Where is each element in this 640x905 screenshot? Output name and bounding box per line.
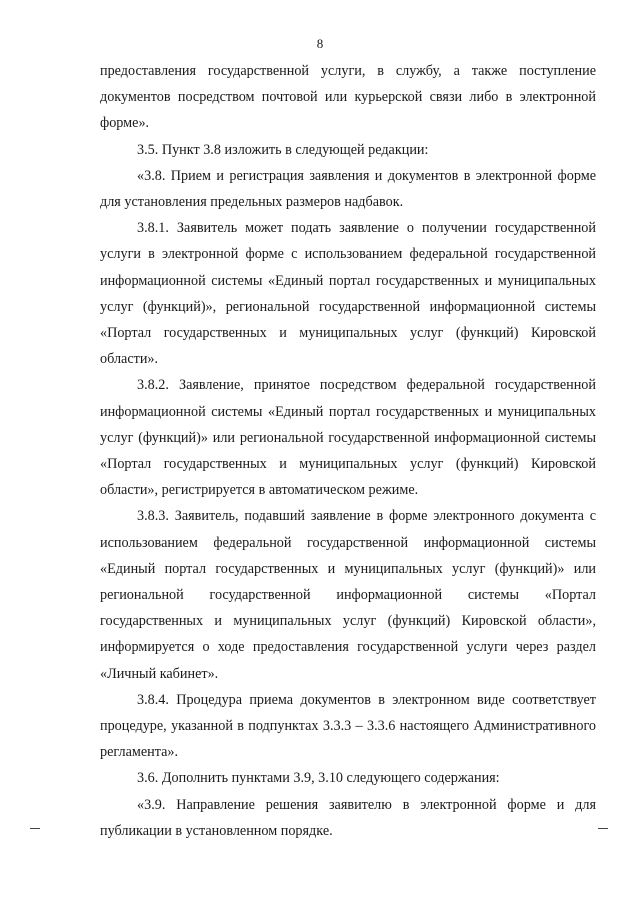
paragraph-3-8: «3.8. Прием и регистрация заявления и документов в электронной форме для установления предельных размеров надбавок. bbox=[100, 167, 596, 211]
paragraph-3-9: «3.9. Направление решения заявителю в электронной форме и для публикации в установленном порядке. bbox=[100, 796, 596, 839]
paragraph-3-8-4: 3.8.4. Процедура приема документов в электронном виде соответствует процедуре, указанной в подпунктах 3.3.3 – 3.3.6 настоящего Административного регламента». bbox=[100, 691, 596, 761]
paragraph-3-8-3: 3.8.3. Заявитель, подавший заявление в форме электронного документа с использованием федеральной государственной информационной системы «Единый портал государственных и муниципальных услуг (функций)» или региональной государственной информационной системы «Портал государственных и муниципальных услуг (функций) Кировской области», информируется о ходе предоставления государственной услуги через раздел «Личный кабинет». bbox=[100, 508, 596, 682]
paragraph-3-6: 3.6. Дополнить пунктами 3.9, 3.10 следующего содержания: bbox=[137, 770, 500, 787]
document-body bbox=[100, 58, 596, 844]
paragraph-3-8-1: 3.8.1. Заявитель может подать заявление о получении государственной услуги в электронной форме с использованием федеральной государственной информационной системы «Единый портал государственных и муниципальных услуг (функций)», региональной государственной информационной системы «Портал государственных и муниципальных услуг (функций) Кировской области». bbox=[100, 220, 596, 368]
scan-mark-left bbox=[30, 828, 40, 829]
paragraph-3-8-2: 3.8.2. Заявление, принятое посредством федеральной государственной информационной системы «Единый портал государственных и муниципальных услуг (функций)» или региональной государственной информационной системы «Портал государственных и муниципальных услуг (функций) Кировской области», регистрируется в автоматическом режиме. bbox=[100, 377, 596, 499]
paragraph-continuation: предоставления государственной услуги, в службу, а также поступление документов посредством почтовой или курьерской связи либо в электронной форме». bbox=[100, 63, 596, 132]
paragraph-3-5: 3.5. Пункт 3.8 изложить в следующей редакции: bbox=[137, 141, 429, 158]
page-number: 8 bbox=[316, 36, 324, 51]
scan-mark-right bbox=[598, 828, 608, 829]
